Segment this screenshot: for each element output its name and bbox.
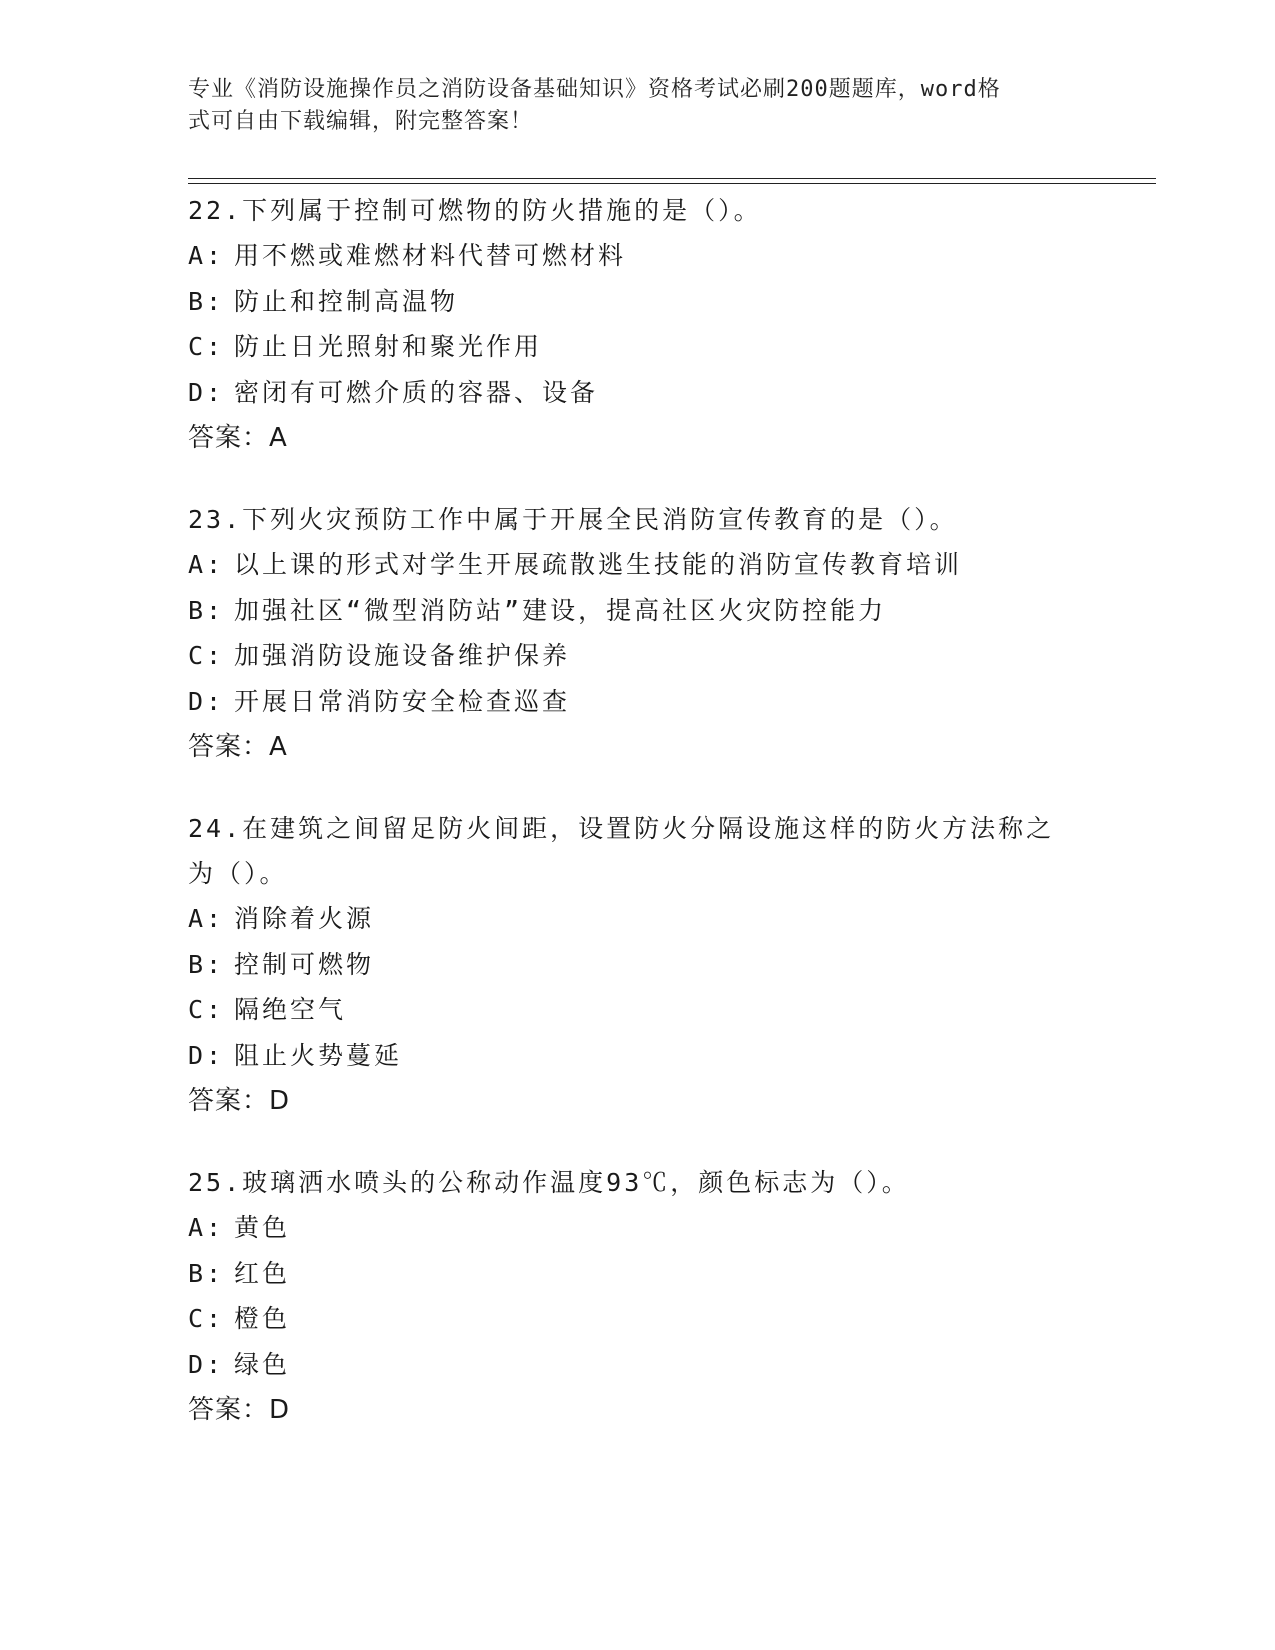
question-title: 23.下列火灾预防工作中属于开展全民消防宣传教育的是（）。 xyxy=(188,505,958,534)
question-24 xyxy=(188,806,1088,1124)
option-a xyxy=(188,1205,1088,1251)
option-text: 消除着火源 xyxy=(234,904,375,933)
option-letter: C: xyxy=(188,641,225,670)
option-d xyxy=(188,370,1088,416)
option-text: 控制可燃物 xyxy=(234,949,375,979)
option-d xyxy=(188,679,1088,725)
option-text: 加强社区“微型消防站”建设，提高社区火灾防控能力 xyxy=(234,595,887,625)
option-text: 红色 xyxy=(234,1258,291,1288)
answer-line: 答案：A xyxy=(188,732,288,762)
option-letter: C: xyxy=(188,1304,225,1333)
option-a xyxy=(188,542,1088,588)
option-letter: D: xyxy=(188,377,225,407)
option-text: 开展日常消防安全检查巡查 xyxy=(234,686,571,716)
option-text: 加强消防设施设备维护保养 xyxy=(234,641,571,670)
option-text: 黄色 xyxy=(234,1213,291,1242)
option-letter: A: xyxy=(188,550,225,579)
option-text: 隔绝空气 xyxy=(234,995,347,1024)
question-list xyxy=(188,188,1088,1469)
question-23 xyxy=(188,497,1088,770)
answer-line: 答案：D xyxy=(188,1086,291,1116)
header-divider-top xyxy=(188,178,1156,179)
option-text: 橙色 xyxy=(234,1304,291,1333)
option-letter: B: xyxy=(188,1258,225,1288)
option-text: 防止和控制高温物 xyxy=(234,286,459,316)
option-letter: D: xyxy=(188,1040,225,1070)
option-letter: D: xyxy=(188,1349,225,1379)
question-title: 24.在建筑之间留足防火间距，设置防火分隔设施这样的防火方法称之为（）。 xyxy=(188,814,1055,888)
option-a xyxy=(188,233,1088,279)
option-letter: C: xyxy=(188,995,225,1024)
option-letter: A: xyxy=(188,904,225,933)
option-letter: C: xyxy=(188,332,225,361)
option-b xyxy=(188,279,1088,325)
header-divider-bottom xyxy=(188,183,1156,184)
option-text: 防止日光照射和聚光作用 xyxy=(234,332,543,361)
option-b xyxy=(188,588,1088,634)
question-22 xyxy=(188,188,1088,461)
header-line-1: 专业《消防设施操作员之消防设备基础知识》资格考试必刷200题题库，word格 xyxy=(188,77,1001,102)
option-c xyxy=(188,1296,1088,1342)
answer-line: 答案：A xyxy=(188,423,288,453)
option-letter: B: xyxy=(188,949,225,979)
option-text: 用不燃或难燃材料代替可燃材料 xyxy=(234,241,627,270)
option-b xyxy=(188,1251,1088,1297)
option-c xyxy=(188,987,1088,1033)
option-letter: B: xyxy=(188,595,225,625)
option-text: 以上课的形式对学生开展疏散逃生技能的消防宣传教育培训 xyxy=(234,550,963,579)
option-text: 绿色 xyxy=(234,1349,291,1379)
option-text: 密闭有可燃介质的容器、设备 xyxy=(234,377,599,407)
option-letter: D: xyxy=(188,686,225,716)
option-letter: A: xyxy=(188,241,225,270)
document-header xyxy=(188,74,1068,138)
option-c xyxy=(188,324,1088,370)
header-line-2: 式可自由下载编辑，附完整答案！ xyxy=(188,109,534,134)
option-b xyxy=(188,942,1088,988)
option-c xyxy=(188,633,1088,679)
question-25 xyxy=(188,1160,1088,1433)
option-letter: B: xyxy=(188,286,225,316)
answer-line: 答案：D xyxy=(188,1395,291,1425)
option-letter: A: xyxy=(188,1213,225,1242)
question-title: 22.下列属于控制可燃物的防火措施的是（）。 xyxy=(188,196,762,225)
option-d xyxy=(188,1342,1088,1388)
option-a xyxy=(188,896,1088,942)
option-d xyxy=(188,1033,1088,1079)
question-title: 25.玻璃洒水喷头的公称动作温度93℃，颜色标志为（）。 xyxy=(188,1168,910,1197)
option-text: 阻止火势蔓延 xyxy=(234,1040,403,1070)
